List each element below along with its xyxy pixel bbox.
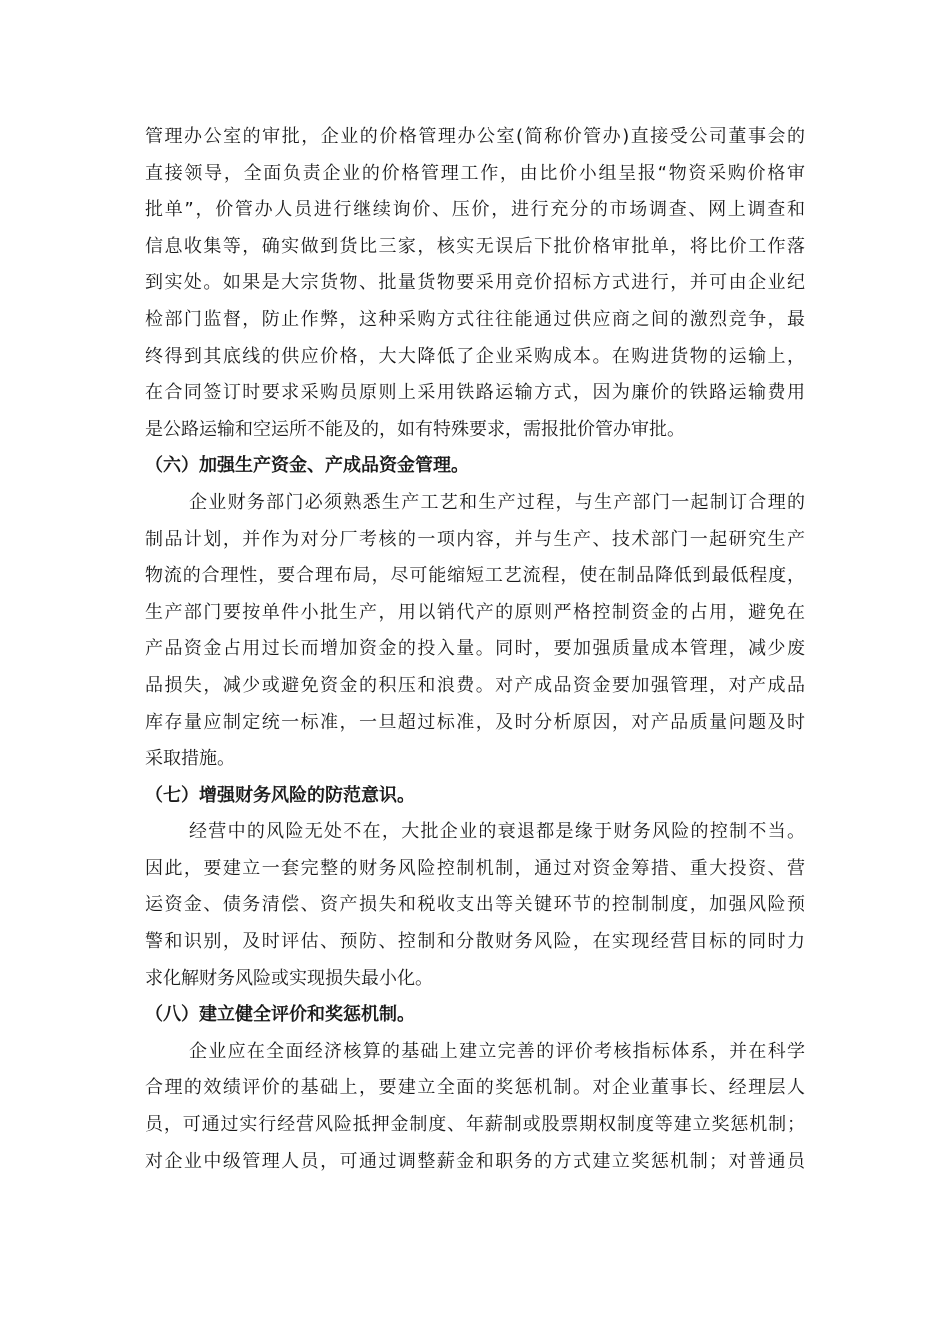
text-line: 员，可通过实行经营风险抵押金制度、年薪制或股票期权制度等建立奖惩机制； <box>145 1114 805 1136</box>
text-line: 经营中的风险无处不在，大批企业的衰退都是缘于财务风险的控制不当。 <box>189 821 805 843</box>
text-line: 检部门监督，防止作弊，这种采购方式往往能通过供应商之间的激烈竞争，最 <box>145 308 805 330</box>
section-heading-6: （六）加强生产资金、产成品资金管理。 <box>145 455 469 477</box>
text-line: 求化解财务风险或实现损失最小化。 <box>145 967 433 989</box>
text-line: 品损失，减少或避免资金的积压和浪费。对产成品资金要加强管理，对产成品 <box>145 674 805 696</box>
text-line: 企业财务部门必须熟悉生产工艺和生产过程，与生产部门一起制订合理的 <box>189 491 805 513</box>
text-line: 制品计划，并作为对分厂考核的一项内容，并与生产、技术部门一起研究生产 <box>145 528 805 550</box>
text-line: 是公路运输和空运所不能及的，如有特殊要求，需报批价管办审批。 <box>145 418 685 440</box>
text-line: 生产部门要按单件小批生产，用以销代产的原则严格控制资金的占用，避免在 <box>145 601 805 623</box>
text-line: 产品资金占用过长而增加资金的投入量。同时，要加强质量成本管理，减少废 <box>145 638 805 660</box>
text-line: 企业应在全面经济核算的基础上建立完善的评价考核指标体系，并在科学 <box>189 1040 805 1062</box>
section-heading-7: （七）增强财务风险的防范意识。 <box>145 784 415 806</box>
paragraph-price-approval <box>145 119 805 448</box>
text-line: 合理的效绩评价的基础上，要建立全面的奖惩机制。对企业董事长、经理层人 <box>145 1077 805 1099</box>
text-line: 在合同签订时要求采购员原则上采用铁路运输方式，因为廉价的铁路运输费用 <box>145 382 805 404</box>
text-line: 终得到其底线的供应价格，大大降低了企业采购成本。在购进货物的运输上， <box>145 345 805 367</box>
text-line: 运资金、债务清偿、资产损失和税收支出等关键环节的控制制度，加强风险预 <box>145 894 805 916</box>
text-line: 因此，要建立一套完整的财务风险控制机制，通过对资金筹措、重大投资、营 <box>145 857 805 879</box>
text-line: 采取措施。 <box>145 748 235 770</box>
text-line: 警和识别，及时评估、预防、控制和分散财务风险，在实现经营目标的同时力 <box>145 931 805 953</box>
paragraph-section-7 <box>145 814 805 997</box>
paragraph-section-6 <box>145 485 805 778</box>
text-line: 库存量应制定统一标准，一旦超过标准，及时分析原因，对产品质量问题及时 <box>145 711 805 733</box>
text-line: 对企业中级管理人员，可通过调整薪金和职务的方式建立奖惩机制；对普通员 <box>145 1150 805 1172</box>
text-line: 直接领导，全面负责企业的价格管理工作，由比价小组呈报“物资采购价格审 <box>145 162 805 184</box>
section-heading-8: （八）建立健全评价和奖惩机制。 <box>145 1004 415 1026</box>
text-line: 信息收集等，确实做到货比三家，核实无误后下批价格审批单，将比价工作落 <box>145 235 805 257</box>
document-body <box>145 119 805 1180</box>
text-line: 到实处。如果是大宗货物、批量货物要采用竞价招标方式进行，并可由企业纪 <box>145 272 805 294</box>
text-line: 批单”，价管办人员进行继续询价、压价，进行充分的市场调查、网上调查和 <box>145 199 805 221</box>
paragraph-section-8 <box>145 1034 805 1180</box>
text-line: 物流的合理性，要合理布局，尽可能缩短工艺流程，使在制品降低到最低程度， <box>145 565 805 587</box>
text-line: 管理办公室的审批，企业的价格管理办公室(简称价管办)直接受公司董事会的 <box>145 126 805 147</box>
